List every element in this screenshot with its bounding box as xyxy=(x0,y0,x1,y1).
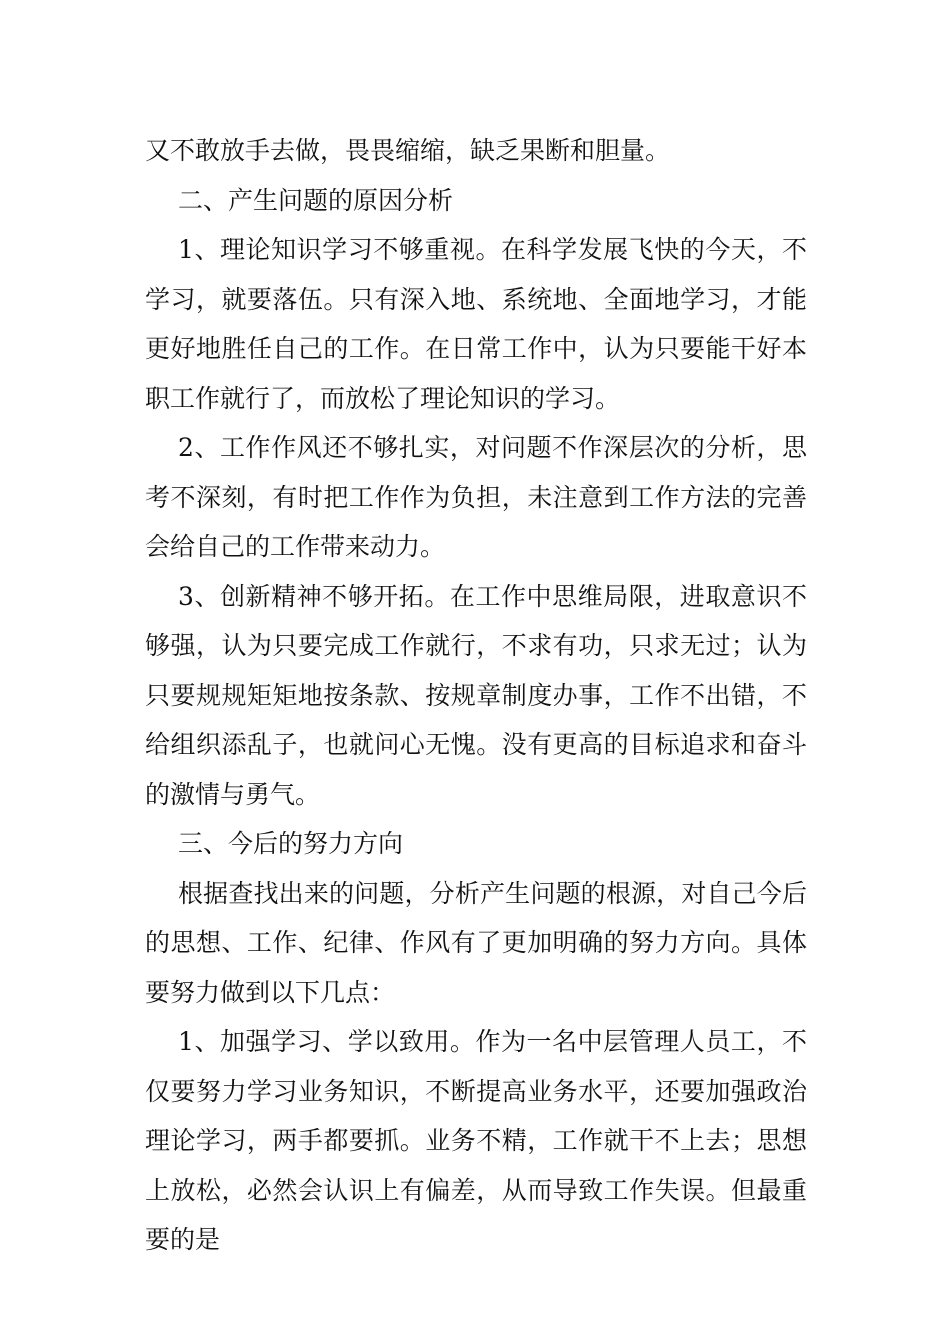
section-heading-future-direction: 三、今后的努力方向 xyxy=(178,829,404,858)
section-heading-cause-analysis: 二、产生问题的原因分析 xyxy=(178,185,454,215)
paragraph-theory-study: 1、理论知识学习不够重视。在科学发展飞快的今天，不学习，就要落伍。只有深入地、系统地、全面地学习，才能更好地胜任自己的工作。在日常工作中，认为只要能干好本职工作就行了，而放松了理论知识的学习。 xyxy=(145,235,807,413)
paragraph-strengthen-learning: 1、加强学习、学以致用。作为一名中层管理人员工，不仅要努力学习业务知识，不断提高业务水平，还要加强政治理论学习，两手都要抓。业务不精，工作就干不上去；思想上放松，必然会认识上有偏差，从而导致工作失误。但最重要的是 xyxy=(145,1027,807,1254)
paragraph-work-style: 2、工作作风还不够扎实，对问题不作深层次的分析，思考不深刻，有时把工作作为负担，未注意到工作方法的完善会给自己的工作带来动力。 xyxy=(145,433,807,561)
paragraph-continuation: 又不敢放手去做，畏畏缩缩，缺乏果断和胆量。 xyxy=(145,136,671,165)
paragraph-innovation: 3、创新精神不够开拓。在工作中思维局限，进取意识不够强，认为只要完成工作就行，不求有功，只求无过；认为只要规规矩矩地按条款、按规章制度办事，工作不出错，不给组织添乱子，也就问心无愧。没有更高的目标追求和奋斗的激情与勇气。 xyxy=(145,581,807,809)
document-body xyxy=(145,126,807,1265)
paragraph-direction-intro: 根据查找出来的问题，分析产生问题的根源，对自己今后的思想、工作、纪律、作风有了更加明确的努力方向。具体要努力做到以下几点： xyxy=(145,878,807,1007)
